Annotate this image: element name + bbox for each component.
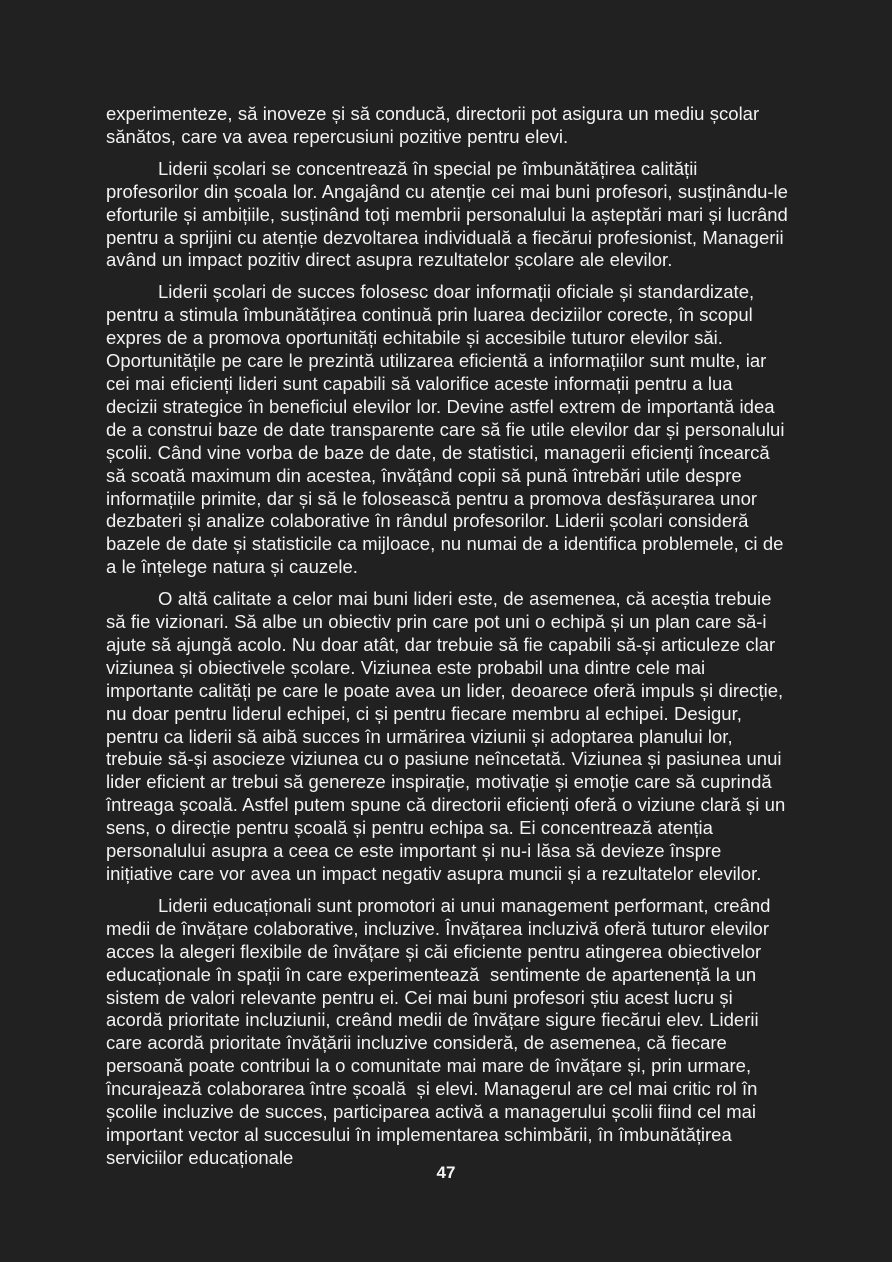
body-text [106,103,794,1179]
page-number: 47 [436,1163,456,1182]
paragraph: O altă calitate a celor mai buni lideri este, de asemenea, că aceștia trebuie să fie vizionari. Să albe un obiectiv prin care pot uni o echipă și un plan care să-i ajute să ajungă acolo. Nu doar atât, dar trebuie să fie capabili să-și articuleze clar viziunea și obiectivele școlare. Viziunea este probabil una dintre cele mai importante calități pe care le poate avea un lider, deoarece oferă impuls și direcție, nu doar pentru liderul echipei, ci și pentru fiecare membru al echipei. Desigur, pentru ca liderii să aibă succes în urmărirea viziunii și adoptarea planului lor, trebuie să-și asocieze viziunea cu o pasiune neîncetată. Viziunea și pasiunea unui lider eficient ar trebui să genereze inspirație, motivație și emoție care să cuprindă întreaga școală. Astfel putem spune că directorii eficienți oferă o viziune clară și un sens, o direcție pentru școală și pentru echipa sa. Ei concentrează atenția personalului asupra a ceea ce este important și nu-i lăsa să devieze înspre inițiative care vor avea un impact negativ asupra muncii și a rezultatelor elevilor. [106,588,791,884]
paragraph-continuation: experimenteze, să inoveze și să conducă, directorii pot asigura un mediu școlar sănătos, care va avea repercusiuni pozitive pentru elevi. [106,103,765,147]
paragraph: Liderii școlari de succes folosesc doar informații oficiale și standardizate, pentru a stimula îmbunătățirea continuă prin luarea deciziilor corecte, în scopul expres de a promova oportunități echitabile și accesibile tuturor elevilor săi. Oportunitățile pe care le prezintă utilizarea eficientă a informațiilor sunt multe, iar cei mai eficienți lideri sunt capabili să valorifice aceste informații pentru a lua decizii strategice în beneficiul elevilor lor. Devine astfel extrem de importantă idea de a construi baze de date transparente care să fie utile elevilor dar și personalului școlii. Când vine vorba de baze de date, de statistici, managerii eficienți încearcă să scoată maximum din acestea, învățând copii să pună întrebări utile despre informațiile primite, dar și să le folosească pentru a promova desfășurarea unor dezbateri și analize colaborative în rândul profesorilor. Liderii școlari consideră bazele de date și statisticile ca mijloace, nu numai de a identifica problemele, ci de a le înțelege natura și cauzele. [106,281,790,578]
paragraph: Liderii educaționali sunt promotori ai unui management performant, creând medii de învățare colaborative, incluzive. Învățarea incluzivă oferă tuturor elevilor acces la alegeri flexibile de învățare și căi eficiente pentru atingerea obiectivelor educaționale în spații în care experimentează sentimente de apartenență la un sistem de valori relevante pentru ei. Cei mai buni profesori știu acest lucru și acordă prioritate incluziunii, creând medii de învățare sigure fiecărui elev. Liderii care acordă prioritate învățării incluzive consideră, de asemenea, că fiecare persoană poate contribui la o comunitate mai mare de învățare și, prin urmare, încurajează colaborarea între școală și elevi. Managerul are cel mai critic rol în școlile incluzive de succes, participarea activă a managerului școlii fiind cel mai important vector al succesului în implementarea schimbării, în îmbunătățirea serviciilor educaționale [106,894,776,1168]
paragraph: Liderii școlari se concentrează în special pe îmbunătățirea calității profesorilor din școala lor. Angajând cu atenție cei mai buni profesori, susținându-le eforturile și ambițiile, susținând toți membrii personalului la așteptări mari și lucrând pentru a sprijini cu atenție dezvoltarea individuală a fiecărui profesionist, Managerii având un impact pozitiv direct asupra rezultatelor școlare ale elevilor. [106,157,794,271]
